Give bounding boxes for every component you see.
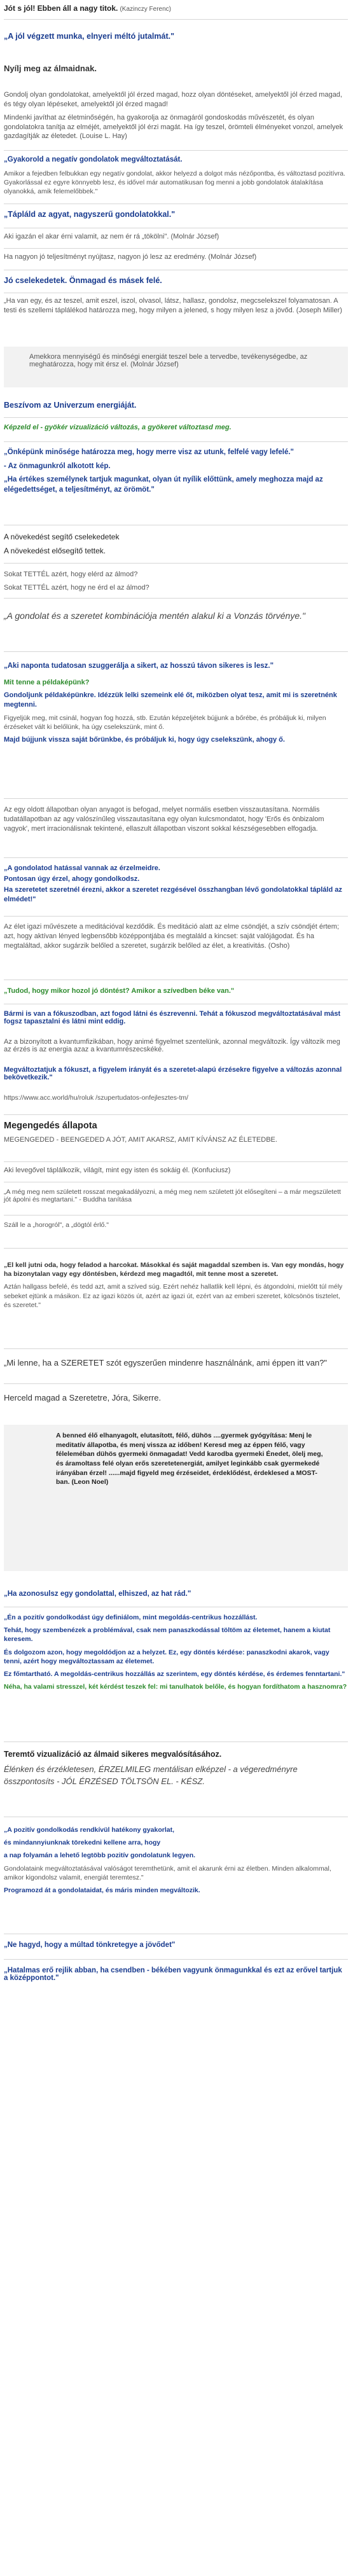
paragraph: Bármi is van a fókuszodban, azt fogod látni és észrevenni. Tehát a fókuszod megváltoztatásával mást fogsz tapasztalni és látni mint eddig. — [4, 1010, 341, 1025]
headline-28: „Hatalmas erő rejlik abban, ha csendben - békében vagyunk önmagunkkal és ezt az erővel tartjuk a középpontot." — [4, 1967, 342, 1982]
section-24: „Én a pozitív gondolkodást úgy definiálom, mint megoldás-centrikus hozzállást. Tehát, hogy szembenézek a problémával, csak nem panaszkodással töltöm az életemet, hanem a kiutat keresem. És dolgozom azon, hogy megoldódjon az a helyzet. Ez, egy döntés kérdése: panaszkodni akarok, vagy tenni, azért hogy megváltoztassam az életemet. Ez főmtartható. A megoldás-centrikus hozzállás az szerintem, egy döntés kérdése, és érdemes fenntartani." Néha, ha valami stresszel, két kérdést teszek fel: mi tanulhatok belőle, és hogyan fordíthatom a hasznomra? — [4, 1614, 347, 1691]
paragraph: Száll le a „horogról", a „dögtól érlő." — [4, 1221, 109, 1229]
text-block — [4, 90, 348, 145]
headline-6: Képzeld el - gyökér vizualizáció változás, a gyökeret változtasd meg. — [4, 424, 232, 431]
divider — [4, 598, 348, 599]
heading-16: Megengedés állapota — [4, 1121, 97, 1131]
divider — [4, 441, 348, 442]
paragraph: „Ha van egy, és az teszel, amit eszel, iszol, olvasol, látsz, hallasz, gondolsz, megcselekszel folyamatosan. A testi és szellemi táplálékod határozza meg, hogy milyen a jelened, s hogy milyen lesz a jövőd. (Joseph Miller) — [4, 297, 342, 314]
headline-3: „Tápláld az agyat, nagyszerű gondolatokkal." — [4, 210, 176, 219]
tett-lines: Sokat TETTÉL azért, hogy elérd az álmod? Sokat TETTÉL azért, hogy ne érd el az álmod? — [4, 571, 149, 592]
paragraph: Megváltoztatjuk a fókuszt, a figyelem irányát és a szeretet-alapú érzésekre figyelve a változás azonnal bekövetkezik." — [4, 1066, 342, 1081]
divider — [4, 1383, 348, 1384]
divider — [4, 1248, 348, 1249]
big-quote: „A gondolat és a szeretet kombinációja mentén alakul ki a Vonzás törvénye." — [4, 611, 305, 621]
paragraph: Az egy oldott állapotban olyan anyagot is befogad, melyet normális esetben visszautasítana. Normális tudatállapotban az agy valószínűleg visszautasítana egy olyan kulcsmondatot, hogy 'Erős és önbizalom vagyok', mert irracionálisnak tekintené, ellaszult állapotban viszont sokkal készségesebben elfogadja. — [4, 806, 324, 833]
quote-box: Amekkora mennyiségű és minőségi energiát teszel bele a tervedbe, tevékenységedbe, az meghatározza, hogy mit érsz el. (Molnár József) — [4, 347, 348, 387]
headline-27: „Ne hagyd, hogy a múltad tönkretegye a jövődet" — [4, 1941, 176, 1949]
section-title: „Gyakorold a negatív gondolatok megváltoztatását. — [4, 156, 183, 163]
paragraph: Ha nagyon jó teljesítményt nyújtasz, nagyon jó lesz az eredmény. (Molnár József) — [4, 253, 257, 261]
paragraph: Aki levegővel táplálkozik, világít, mint egy isten és sokáig él. (Konfuciusz) — [4, 1167, 231, 1174]
divider — [4, 1114, 348, 1115]
divider — [4, 651, 348, 652]
headline-4: Jó cselekedetek. Önmagad és másek felé. — [4, 276, 162, 285]
paragraph: „A még meg nem született rosszat megakadályozni, a még meg nem született jót elősegíteni – a már megszületett jót ápolni és megtartani." - Buddha tanítása — [4, 1188, 341, 1203]
section-7: „Önképünk minősége határozza meg, hogy merre visz az utunk, felfelé vagy lefelé." - Az önmagunkról alkotott kép. „Ha értékes személynek tartjuk magunkat, olyan út nyílik előttünk, amely meghozza majd az elégedettséget, a teljesítményt, az örömöt." — [4, 448, 323, 494]
section-20: „El kell jutni oda, hogy feladod a harcokat. Másokkal és saját magaddal szemben is. Van egy mondás, hogy ha bizonytalan vagy egy döntésben, kérdezd meg magadtól, mit tenne most a szeretet. Aztán hallgass befelé, és tedd azt, amit a szíved súg. Ezért nehéz hallatlik kell lépni, és átgondolni, mielőtt túl mély sebeket ejtünk a másikon. Ez az igazi közös út, azért az igazi út, ezért van az emberi szeretet, kölcsönös tisztelet, és szeretet." — [4, 1261, 344, 1309]
headline-12: „Tudod, hogy mikor hozol jó döntést? Amikor a szívedben béke van." — [4, 987, 235, 995]
divider — [4, 1959, 348, 1960]
affirm-title: Nyílj meg az álmaidnak. — [4, 64, 97, 73]
section-8: „Aki naponta tudatosan szuggerálja a sikert, az hosszú távon sikeres is lesz." Mit tenne a példaképünk? Gondoljunk példaképünkre. Idézzük lelki szemeink elé őt, miközben olyat tesz, amit mi is szeretnénk megtenni. Figyeljük meg, mit csinál, hogyan fog hozzá, stb. Ezután képzeljétek bújjunk a bőrébe, és próbáljuk ki, milyen érzéseket vált ki belőlünk, ha úgy cselekszünk, mint ő. Majd bújjunk vissza saját bőrünkbe, és próbáljuk ki, hogy úgy cselekszünk, ahogy ő. — [4, 662, 337, 744]
divider — [4, 150, 348, 151]
source-link[interactable]: https://www.acc.world/hu/roluk /szupertudatos-onfejlesztes-tm/ — [4, 1094, 189, 1102]
caps-text: MEGENGEDED - BEENGEDED A JÓT, AMIT AKARSZ, AMIT KÍVÁNSZ AZ ÉLETEDBE. — [4, 1136, 277, 1144]
paragraph: Az a bizonyított a kvantumfizikában, hogy animé figyelmet szentelünk, azonnal megváltozik. Így változik meg az érzés is az energia azaz a kvantumrészecskéké. — [4, 1038, 340, 1053]
paragraph: Az élet igazi művészete a meditációval kezdődik. És meditáció alatt az elme csöndjét, a szív csöndjét értem; azt, hogy aktívan lényed legbensőbb középpontjába és megtaláld a kincset: saját valójágodat. És ha megtaláltad, akkor sugárzik belőled a szeretet, sugárzik belőled az élet, a kreativitás. (Osho) — [4, 923, 340, 950]
divider — [4, 857, 348, 858]
paragraph: Aki igazán el akar érni valamit, az nem ér rá „tökölni". (Molnár József) — [4, 233, 219, 240]
paragraph: Herceld magad a Szeretetre, Jóra, Sikerre. — [4, 1393, 162, 1402]
divider — [4, 19, 348, 20]
divider — [4, 916, 348, 917]
section-10: „A gondolatod hatással vannak az érzelmeidre. Pontosan úgy érzel, ahogy gondolkodsz. Ha szeretetet szeretnél érezni, akkor a szeretet rezgésével összhangban lévő gondolatokkal tápláld az elmédet!" — [4, 864, 342, 903]
section-body: Amikor a fejedben felbukkan egy negatív gondolat, akkor helyezd a dolgot más nézőpontba, és változtasd pozitívra. Gyakorlással ez egyre könnyebb lesz, és idővel már automatikusan fog menni a jobb gondolatok átalakítása olyanokká, amik felemelőbbek." — [4, 169, 345, 195]
divider — [4, 1161, 348, 1162]
section-2 — [4, 155, 348, 200]
headline-1: „A jól végzett munka, elnyeri méltó jutalmát." — [4, 32, 175, 41]
section-26: „A pozitív gondolkodás rendkívül hatékony gyakorlat, és mindannyiunknak törekedni kellene arra, hogy a nap folyamán a lehető legtöbb pozitív gondolatunk legyen. Gondolataink megváltoztatásával valóságot teremthetünk, amit el akarunk érni az életben. Minden alkalommal, amikor kigondolsz valamit, energiát teremtesz." Programozd át a gondolataidat, és máris minden megváltozik. — [4, 1826, 331, 1894]
headline-5: Beszívom az Univerzum energiáját. — [4, 401, 137, 410]
divider — [4, 1348, 348, 1349]
paragraph: „Mi lenne, ha a SZERETET szót egyszerűen mindenre használnánk, ami éppen itt van?" — [4, 1358, 328, 1368]
headline-23: „Ha azonosulsz egy gondolattal, elhiszed, az hat rád." — [4, 1590, 191, 1598]
divider — [4, 798, 348, 799]
quote-box-2: A benned élő elhanyagolt, elutasított, félő, dühös ....gyermek gyógyítása: Menj le meditatív állapotba, és menj vissza az időben! Keresd meg az éppen félő, vagy féleleméban dühös gyermeki önmagadat! Vedd karodba gyermeki Énedet, ölelj meg, és áramoltass felé olyan erős szeretetenergiát, amilyet leginkább csak gyermekedé irányában érzel! ......majd figyeld meg érzéseidet, érdeklődést, érdeklesed a MOST-ban. (Leon Noel) — [4, 1425, 348, 1571]
divider — [4, 417, 348, 418]
intro-quote: Jót s jól! Ebben áll a nagy titok. (Kazinczy Ferenc) — [4, 4, 172, 13]
paragraph: Gondolj olyan gondolatokat, amelyektől jól érzed magad, hozz olyan döntéseket, amelyektől jól érzed magad, és tégy olyan lépéseket, amelyektől jól érzed magad! — [4, 91, 342, 108]
section-25: Teremtő vizualizáció az álmaid sikeres megvalósításához. Élénken és érzékletesen, ÉRZELMILEG mentálisan elképzel - a végeredményre összpontosíts - JÓL ÉRZÉSED TÖLTSÖN EL. - KÉSZ. — [4, 1750, 298, 1786]
divider — [4, 563, 348, 564]
paragraph: Mindenki javíthat az életminőségén, ha gyakorolja az önmagáról gondoskodás művészetét, és olyan gondolatokra tanítja az elméjét, amelyektől jól érzi magát. Ha így teszel, örömteli élményeket vonzol, amelyek gazdagítják az életedet. (Louise L. Hay) — [4, 113, 343, 141]
cselekedetek: A növekedést segítő cselekedetek A növekedést elősegítő tettek. — [4, 532, 120, 556]
divider — [4, 248, 348, 249]
